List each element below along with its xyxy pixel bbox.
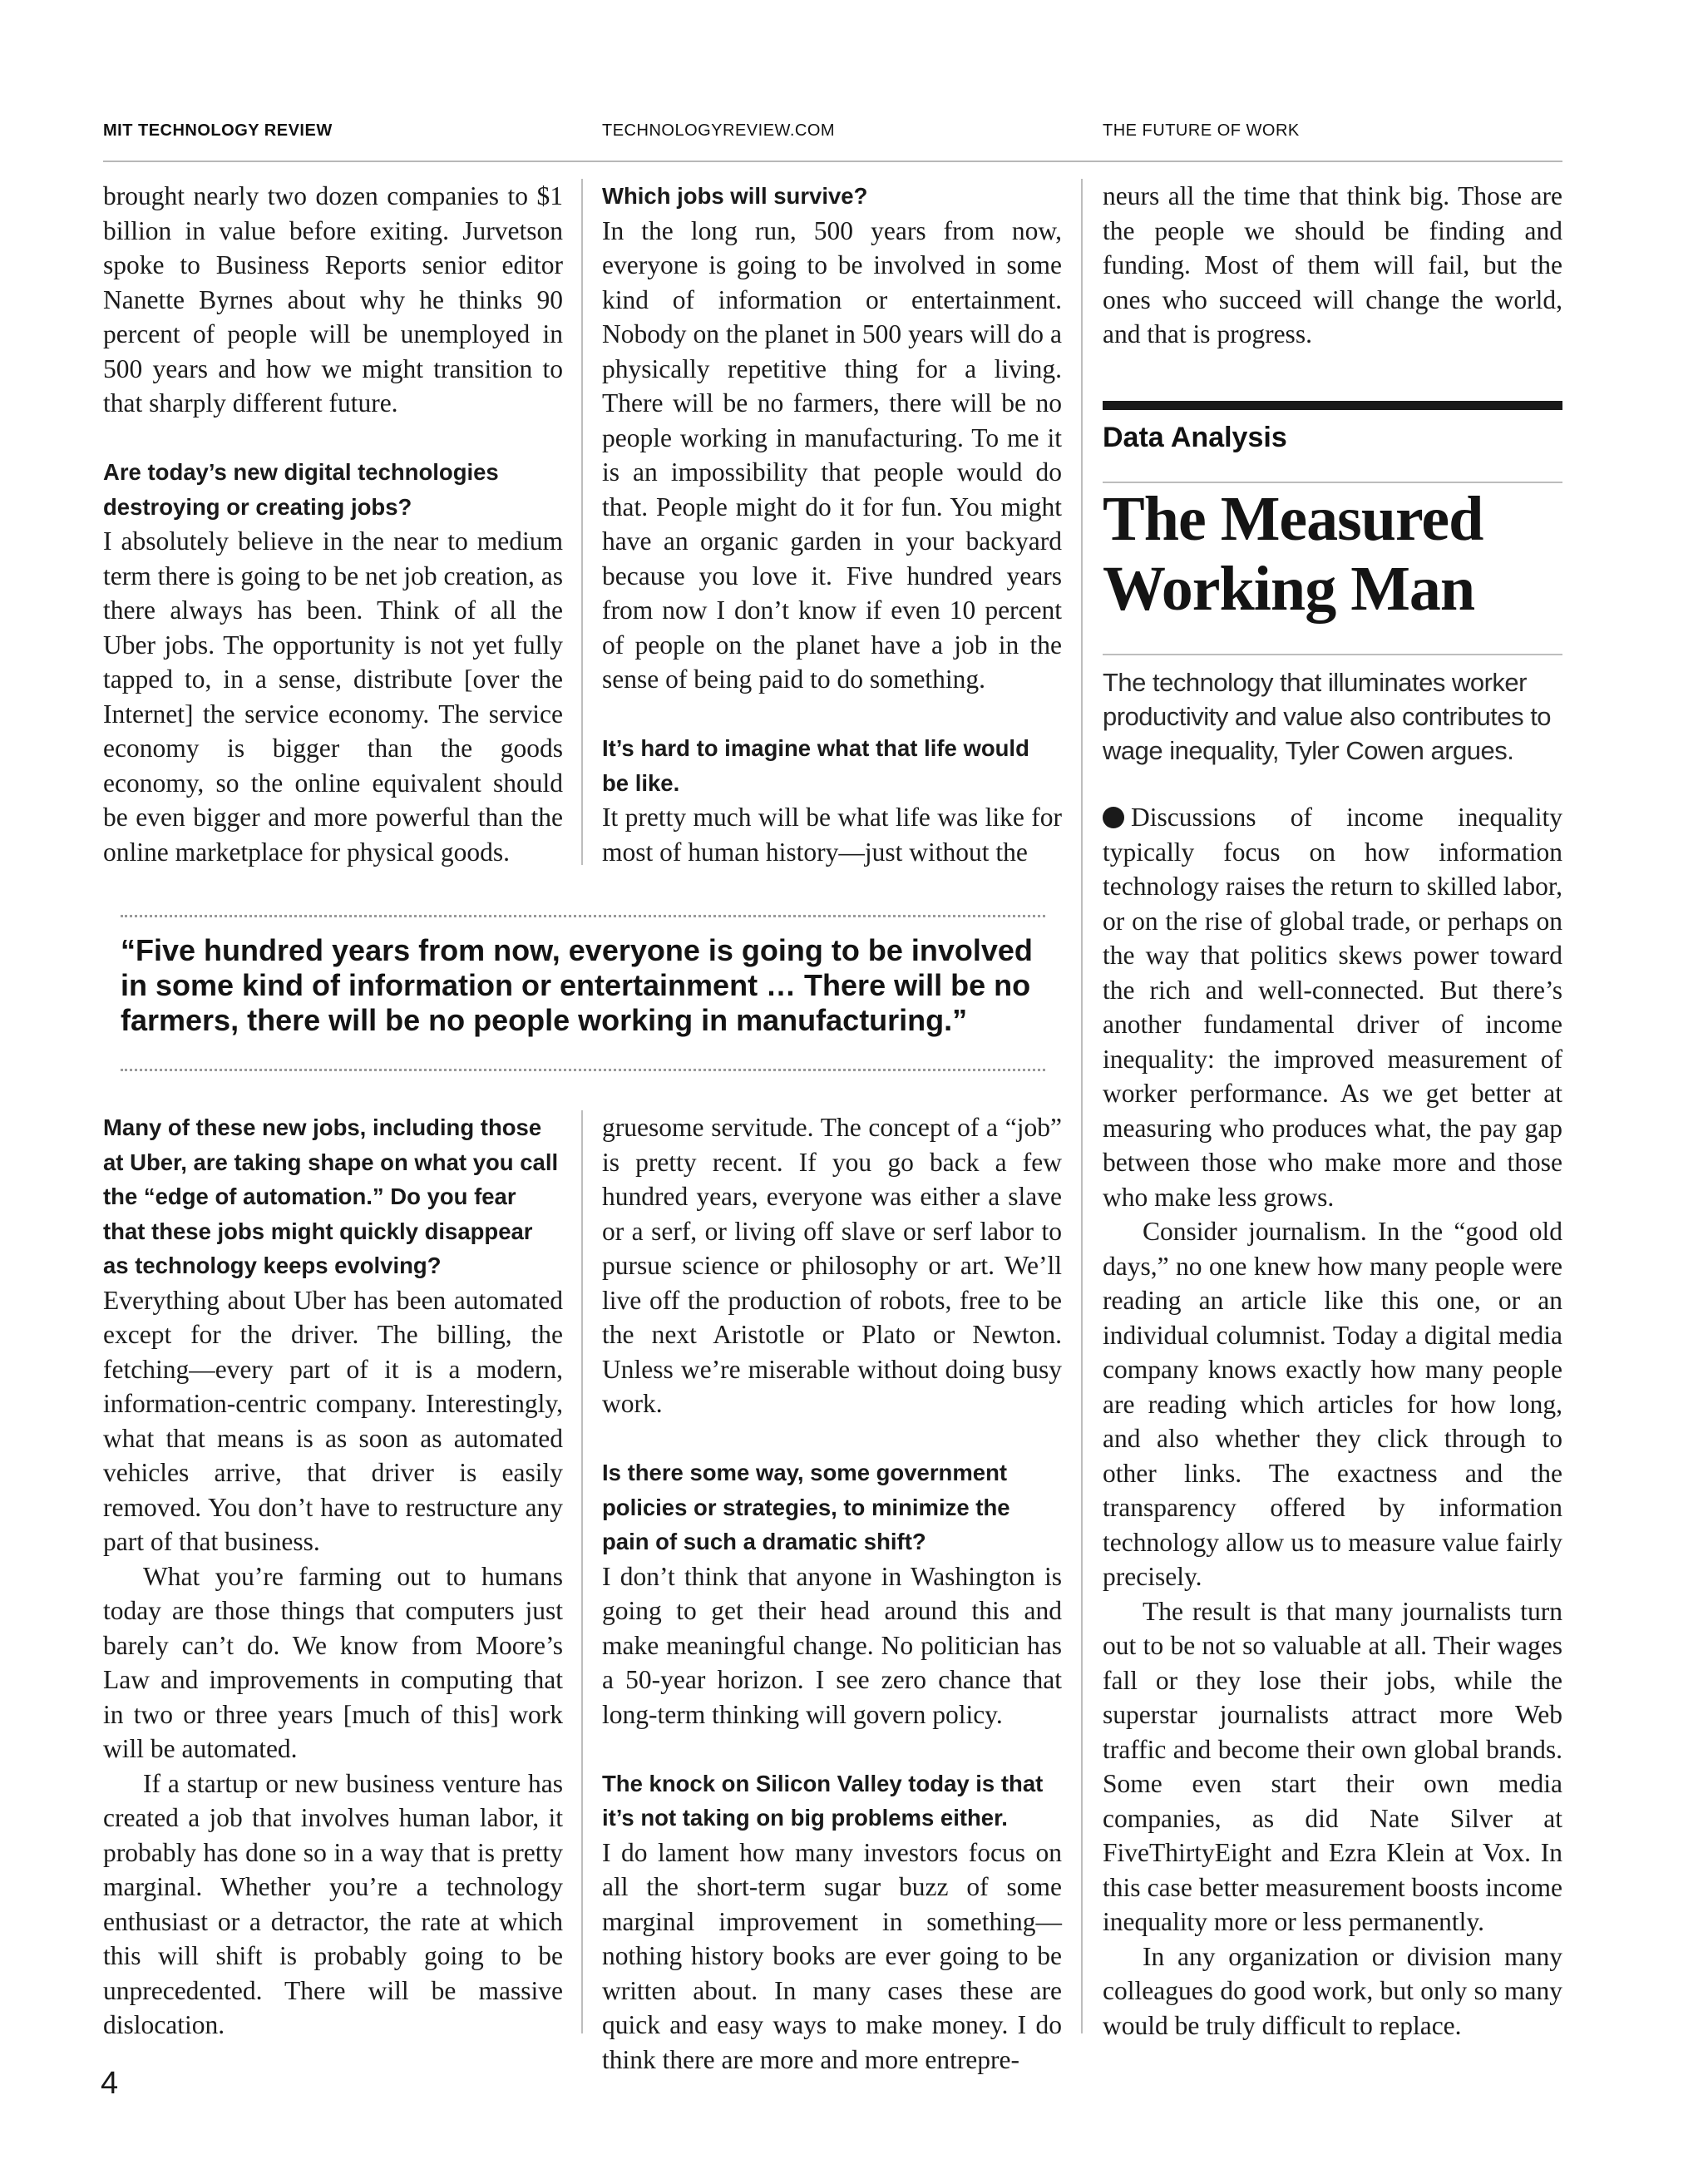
body-paragraph: gruesome servitude. The concept of a “job” is pretty recent. If you go back a few hundred years, everyone was either a slave or a serf, or living off slave or serf labor to pursue science or philosophy or art. We’ll live off the production of robots, free to be the next Aristotle or Plato or Newton. Unless we’re miserable without doing busy work. [602,1113,1062,1418]
interview-question: It’s hard to imagine what that life would be like. [602,735,1029,796]
interview-question: Are today’s new digital technologies destroying or creating jobs? [103,459,499,520]
body-paragraph: I do lament how many investors focus on all the short-term sugar buzz of some marginal improvement in something—nothing history books are ever going to be written about. In many cases these are quick and easy ways to make money. I do think there are more and more entrepre- [602,1837,1062,2074]
column-divider [581,1110,583,2033]
publication-name: MIT TECHNOLOGY REVIEW [103,121,333,140]
body-paragraph: It pretty much will be what life was like for most of human history—just without the [602,803,1062,867]
interview-question: Which jobs will survive? [602,183,868,209]
pull-quote: “Five hundred years from now, everyone is going to be involved in some kind of information or entertainment … There will be no farmers, there will be no people working in manufacturing.” [121,933,1033,1037]
interview-question: Many of these new jobs, including those at Uber, are taking shape on what you call the “edge of automation.” Do you fear that these jobs might quickly disappear as technology keeps evolving? [103,1114,559,1278]
pull-quote-top-rule [121,915,1045,917]
interview-question: Is there some way, some government policies or strategies, to minimize the pain of such a dramatic shift? [602,1460,1010,1554]
column-1-bottom [103,1110,563,2043]
column-3-article [1103,800,1562,2043]
body-paragraph: In the long run, 500 years from now, everyone is going to be involved in some kind of information or entertainment. Nobody on the planet in 500 years will do a physically repetitive thing for a living. There will be no farmers, there will be no people working in manufacturing. To me it is an impossibility that people would do that. People might do it for fun. You might have an organic garden in your backyard because you love it. Five hundred years from now I don’t know if even 10 percent of people on the planet have a job in the sense of being paid to do something. [602,215,1062,694]
sidebar-dek: The technology that illuminates worker productivity and value also contributes to wage inequality, Tyler Cowen argues. [1103,668,1552,765]
body-paragraph: Discussions of income inequality typically focus on how information technology raises the return to skilled labor, or on the rise of global trade, or perhaps on the way that politics skews power toward the rich and well-connected. But there’s another fundamental driver of income inequality: the improved measurement of worker performance. As we get better at measuring who produces what, the pay gap between those who make more and those who make less grows. [1103,803,1562,1212]
header-divider [103,161,1562,162]
body-paragraph: The result is that many journalists turn out to be not so valuable at all. Their wages fall or they lose their jobs, while the superstar journalists attract more Web traffic and become their own global brands. Some even start their own media companies, as did Nate Silver at FiveThirtyEight and Ezra Klein at Vox. In this case better measurement boosts income inequality more or less permanently. [1103,1596,1562,1936]
section-name: THE FUTURE OF WORK [1103,121,1300,140]
sidebar-top-rule [1103,401,1562,410]
body-paragraph: Everything about Uber has been automated except for the driver. The billing, the fetching—every part of it is a modern, information-centric company. Interestingly, what that means is as soon as automated vehicles arrive, that driver is easily removed. You don’t have to restructure any part of that business. [103,1285,563,1556]
kicker-divider [1103,482,1562,483]
sidebar-headline: The Measured Working Man [1103,484,1483,624]
body-paragraph: In any organization or division many colleagues do good work, but only so many would be truly difficult to replace. [1103,1941,1562,2040]
pull-quote-bottom-rule [121,1069,1045,1071]
body-paragraph: I absolutely believe in the near to medium term there is going to be net job creation, as there always has been. Think of all the Uber jobs. The opportunity is not yet fully tapped to, in a sense, distribute [over the Internet] the service economy. The service economy is bigger than the goods economy, so the online equivalent should be even bigger and more powerful than the online marketplace for physical goods. [103,526,563,867]
body-paragraph: brought nearly two dozen companies to $1 billion in value before exiting. Jurvetson spoke to Business Reports senior editor Nanette Byrnes about why he thinks 90 percent of people will be unemployed in 500 years and how we might transition to that sharply different future. [103,181,563,418]
body-paragraph: I don’t think that anyone in Washington is going to get their head around this and make meaningful change. No politician has a 50-year horizon. I see zero chance that long-term thinking will govern policy. [602,1561,1062,1729]
body-paragraph: If a startup or new business venture has created a job that involves human labor, it probably has done so in a way that is pretty marginal. Whether you’re a technology enthusiast or a detractor, the rate at which this will shift is probably going to be unprecedented. There will be massive dislocation. [103,1768,563,2039]
column-2-top [602,179,1062,869]
column-1-top [103,179,563,869]
headline-divider [1103,654,1562,655]
page-number: 4 [101,2066,119,2101]
body-paragraph: neurs all the time that think big. Those are the people we should be finding and funding. Most of them will fail, but the ones who succeed will change the world, and that is progress. [1103,181,1562,348]
website-url[interactable]: TECHNOLOGYREVIEW.COM [602,121,836,140]
column-3-continuation [1103,179,1562,352]
column-2-bottom [602,1110,1062,2077]
body-paragraph: Consider journalism. In the “good old days,” no one knew how many people were reading an article like this one, or an individual columnist. Today a digital media company knows exactly how many people are reading which articles for how long, and also whether they click through to other links. The exactness and the transparency offered by information technology allow us to measure value fairly precisely. [1103,1217,1562,1591]
body-paragraph: What you’re farming out to humans today are those things that computers just barely can’t do. We know from Moore’s Law and improvements in computing that in two or three years [much of this] work will be automated. [103,1561,563,1763]
column-divider [581,179,583,865]
column-divider [1081,179,1083,2033]
bullet-icon [1103,807,1124,828]
sidebar-kicker: Data Analysis [1103,422,1287,453]
interview-question: The knock on Silicon Valley today is that it’s not taking on big problems either. [602,1770,1044,1831]
